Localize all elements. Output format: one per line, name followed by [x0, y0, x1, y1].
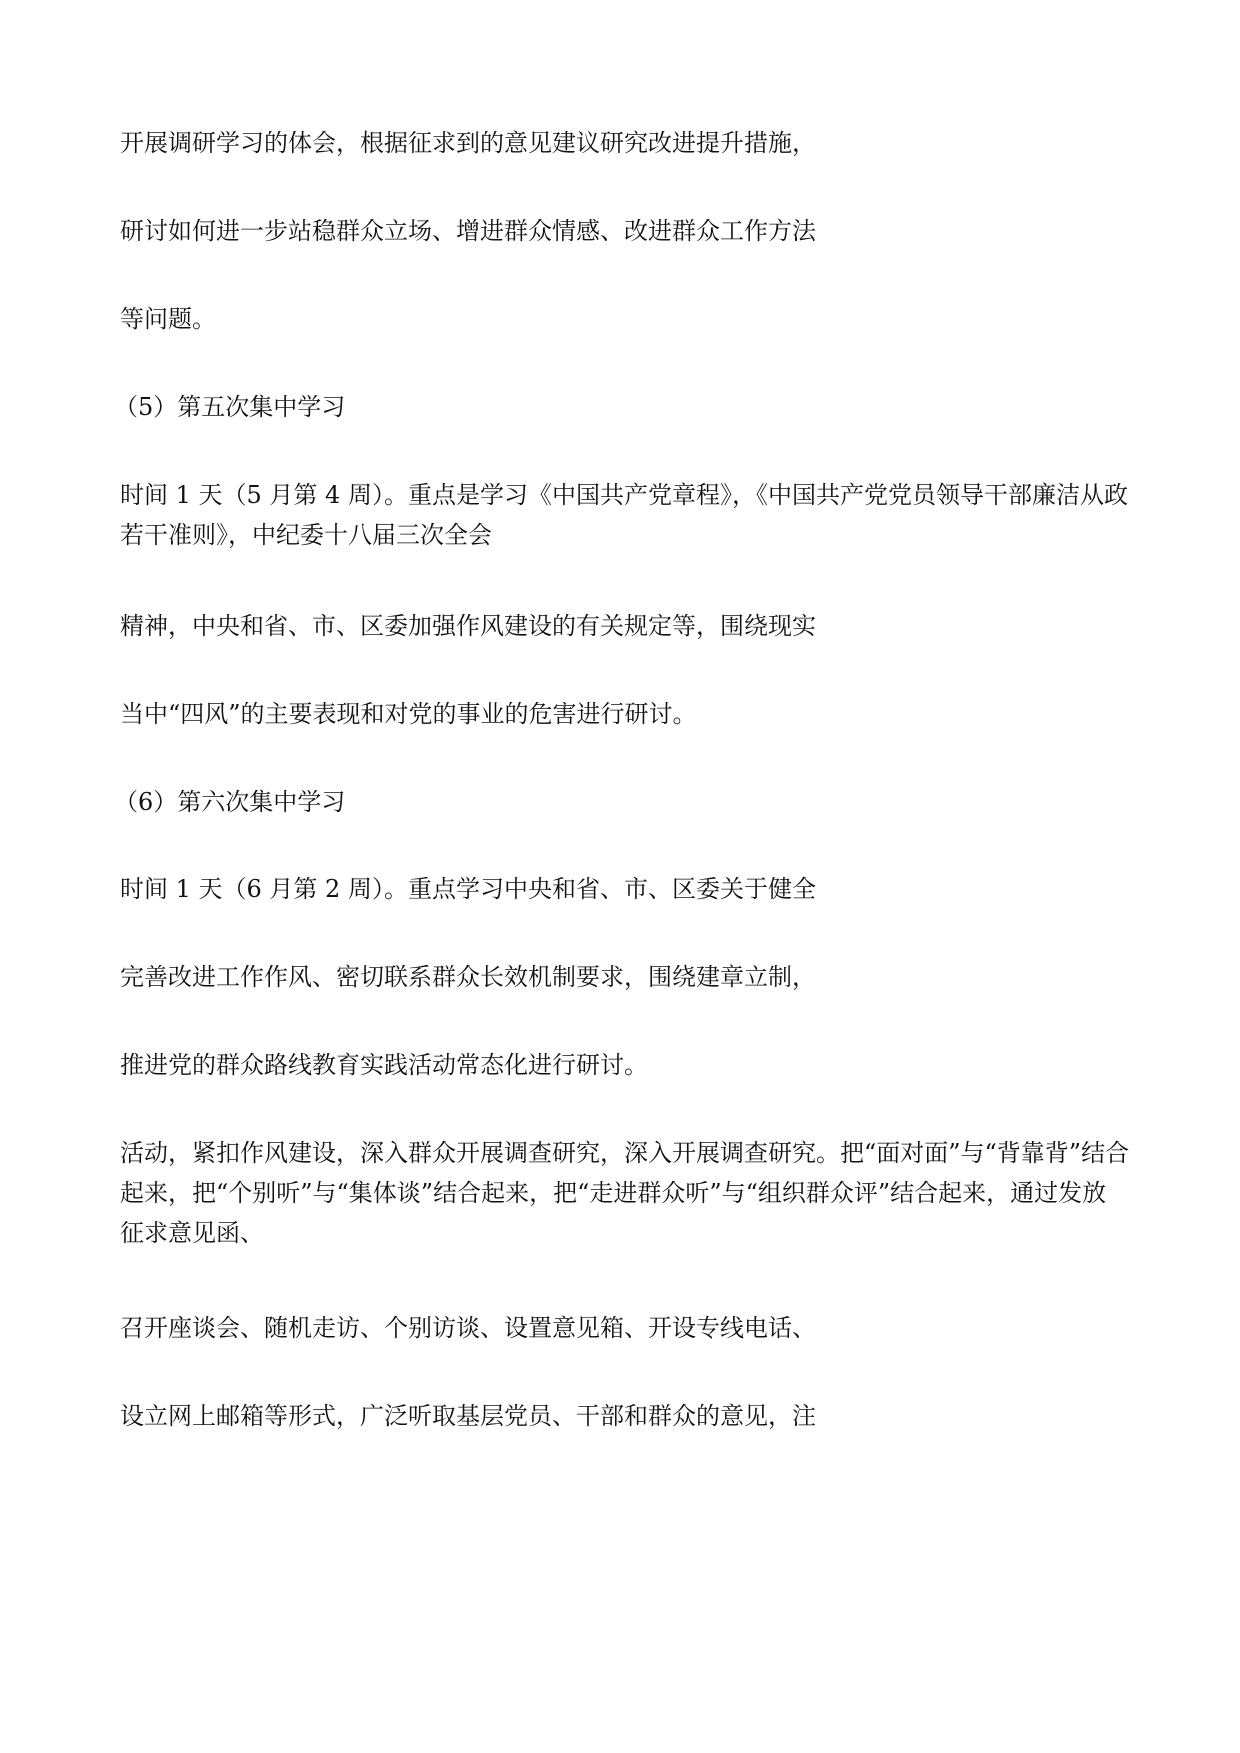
paragraph-line-2: 研讨如何进一步站稳群众立场、增进群众情感、改进群众工作方法: [120, 217, 816, 245]
paragraph-line-10: 完善改进工作作风、密切联系群众长效机制要求，围绕建章立制，: [120, 963, 816, 991]
paragraph-line-12: 活动，紧扣作风建设，深入群众开展调查研究，深入开展调查研究。把“面对面”与“背靠背”结合起来，把“个别听”与“集体谈”结合起来，把“走进群众听”与“组织群众评”结合起来，通过发放征求意见函、: [120, 1139, 1130, 1247]
paragraph-line-13: 召开座谈会、随机走访、个别访谈、设置意见箱、开设专线电话、: [120, 1314, 816, 1342]
paragraph-line-14: 设立网上邮箱等形式，广泛听取基层党员、干部和群众的意见，注: [120, 1402, 816, 1430]
paragraph-line-3: 等问题。: [120, 305, 216, 333]
paragraph-line-7: 当中“四风”的主要表现和对党的事业的危害进行研讨。: [120, 700, 697, 728]
paragraph-line-1: 开展调研学习的体会，根据征求到的意见建议研究改进提升措施，: [120, 129, 816, 157]
section-heading-6: （6）第六次集中学习: [114, 788, 346, 816]
paragraph-line-11: 推进党的群众路线教育实践活动常态化进行研讨。: [120, 1051, 648, 1079]
paragraph-line-6: 精神，中央和省、市、区委加强作风建设的有关规定等，围绕现实: [120, 612, 816, 640]
section-heading-5: （5）第五次集中学习: [114, 393, 346, 421]
paragraph-line-5: 时间 1 天（5 月第 4 周）。重点是学习《中国共产党章程》，《中国共产党党员领导干部廉洁从政若干准则》，中纪委十八届三次全会: [120, 481, 1128, 549]
paragraph-line-9: 时间 1 天（6 月第 2 周）。重点学习中央和省、市、区委关于健全: [120, 875, 816, 903]
